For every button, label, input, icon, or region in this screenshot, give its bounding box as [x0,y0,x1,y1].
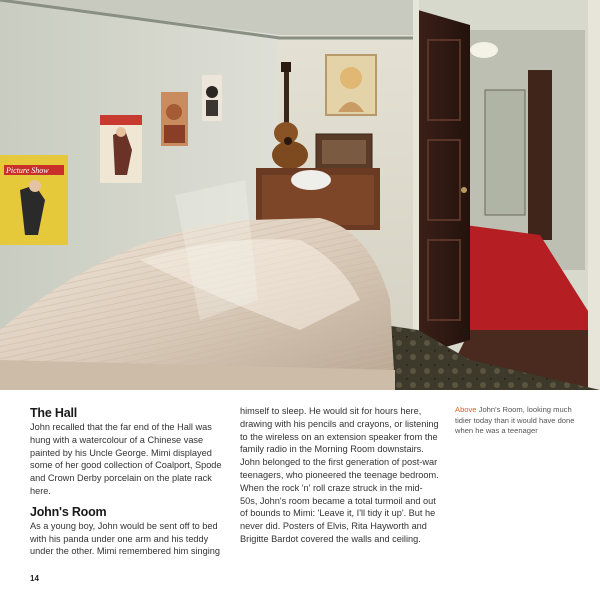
caption-text: John's Room, looking much tidier today than it would have done when he was a teenager [455,405,575,435]
hall-body: John recalled that the far end of the Hall was hung with a watercolour of a Chinese vase painted by his Uncle George. Mimi displayed some of her good collection of Coalport, Spode and Crown Derby porcelain on the plate rack here. [30,422,222,496]
poster-rita [100,115,142,183]
poster-picture-show [0,155,68,245]
johns-room-body-1: As a young boy, John would be sent off to bed with his panda under one arm and his teddy under the other. Mimi remembered him singing [30,520,220,557]
heading-johns-room: John's Room [30,504,107,519]
poster-bardot [161,92,188,146]
caption-lead: Above [455,405,477,414]
heading-the-hall: The Hall [30,406,78,420]
text-column-1 [30,405,225,558]
portrait-picture [326,55,376,115]
text-column-2 [240,405,440,546]
poster-elvis [202,75,222,121]
photo-caption [455,405,575,437]
page-number: 14 [30,574,39,583]
door-icon [418,10,470,355]
svg-text:Picture Show: Picture Show [6,166,49,175]
johns-room-body-2: himself to sleep. He would sit for hours here, drawing with his pencils and crayons, or listening to the wireless on an extension speaker from the family radio in the Morning Room downstairs. John belonged to the first generation of post-war teenagers, who pioneered the teenage bedroom. When the rock 'n' roll craze struck in the mid-50s, John's room became a total turmoil and out of bounds to Mimi: 'Leave it, I'll tidy it up'. But he never did. Posters of Elvis, Rita Hayworth and Brigitte Bardot covered the walls and ceiling. [240,406,439,544]
